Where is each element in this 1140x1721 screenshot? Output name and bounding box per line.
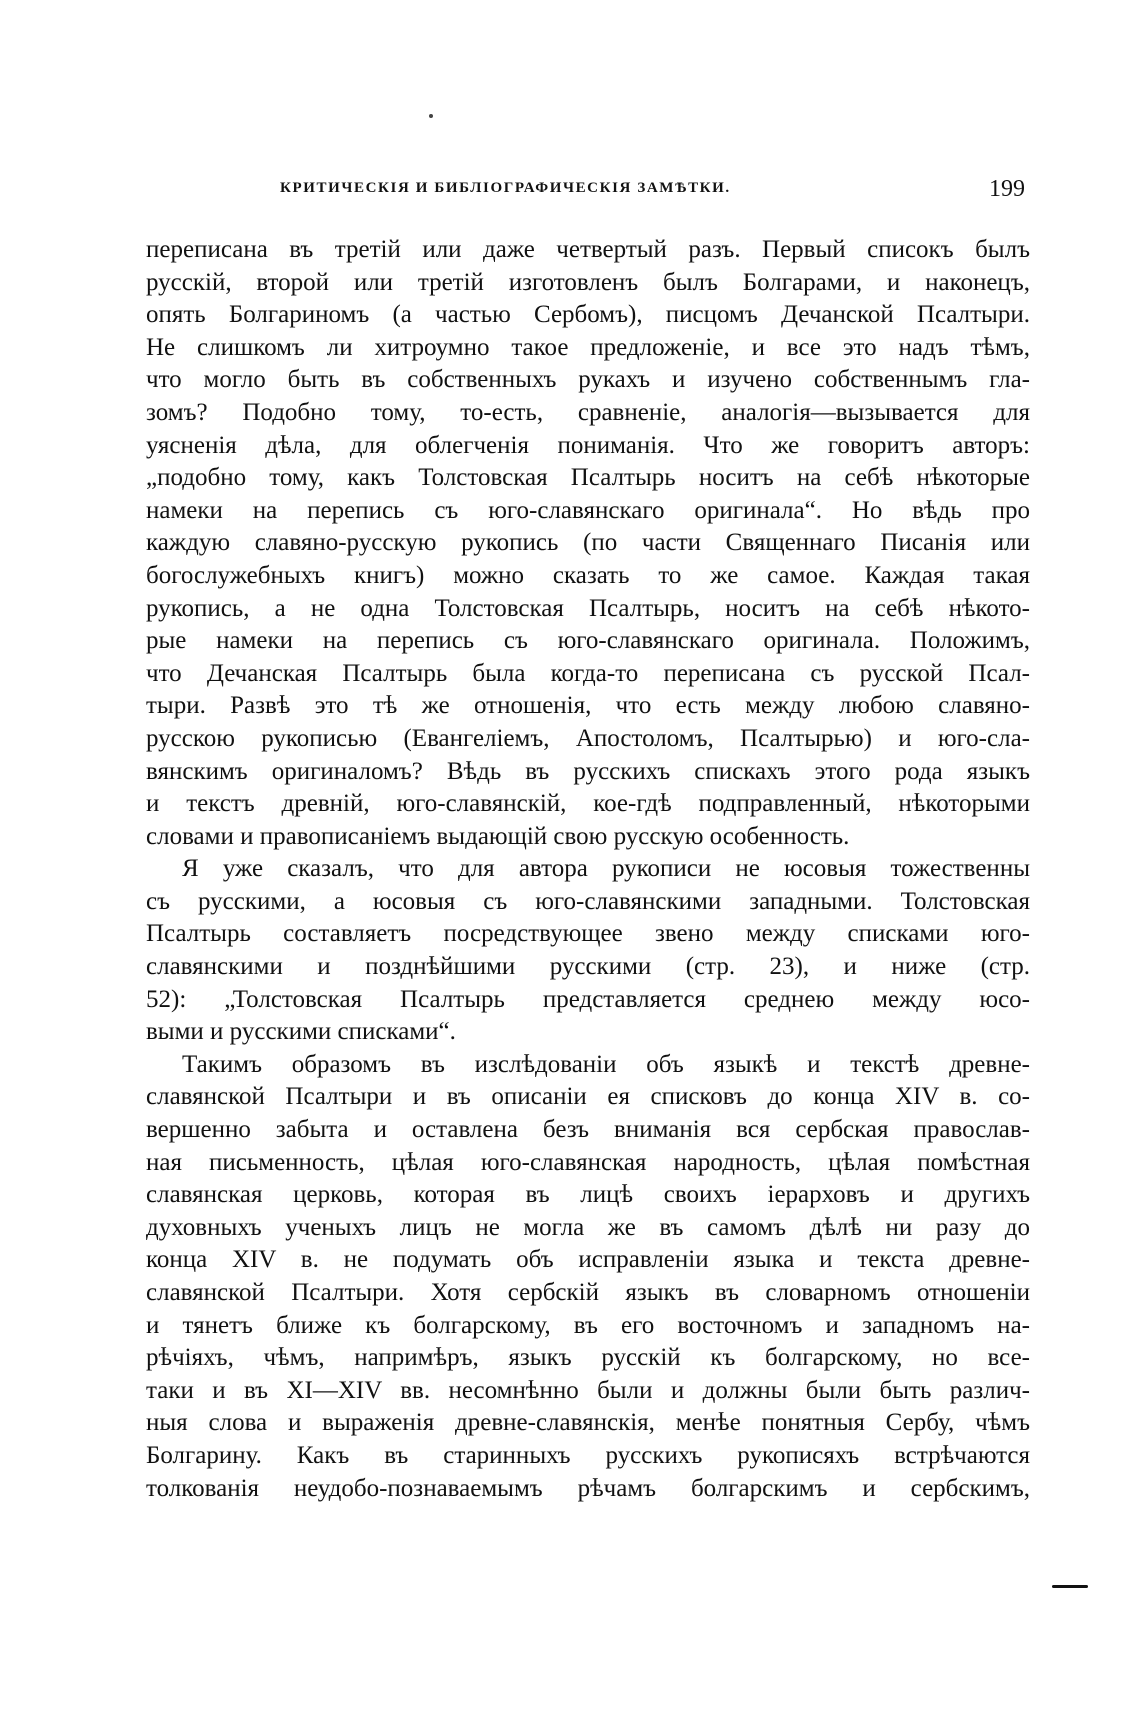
text-line: что Дечанская Псалтырь была когда-то переписана съ русской Псал- xyxy=(146,659,1030,687)
text-line: и текстъ древній, юго-славянскій, кое-гдѣ подправленный, нѣкоторыми xyxy=(146,790,1030,818)
text-line: Не слишкомъ ли хитроумно такое предложеніе, и все это надъ тѣмъ, xyxy=(146,333,1030,361)
text-line: опять Болгариномъ (а частью Сербомъ), писцомъ Дечанской Псалтыри. xyxy=(146,301,1030,329)
text-line: Болгарину. Какъ въ старинныхъ русскихъ рукописяхъ встрѣчаются xyxy=(146,1441,1030,1469)
text-line: славянской Псалтыри. Хотя сербскій языкъ въ словарномъ отношеніи xyxy=(146,1279,1030,1306)
text-line: духовныхъ ученыхъ лицъ не могла же въ самомъ дѣлѣ ни разу до xyxy=(146,1213,1030,1241)
text-line: съ русскими, а юсовыя съ юго-славянскими западными. Толстовская xyxy=(146,887,1030,915)
text-line: конца XIV в. не подумать объ исправленіи языка и текста древне- xyxy=(146,1246,1030,1274)
text-line: вершенно забыта и оставлена безъ вниманія вся сербская православ- xyxy=(146,1116,1030,1144)
text-line: ная письменность, цѣлая юго-славянская народность, цѣлая помѣстная xyxy=(146,1148,1030,1176)
text-line: рѣчіяхъ, чѣмъ, напримѣръ, языкъ русскій къ болгарскому, но все- xyxy=(146,1344,1030,1372)
page-header xyxy=(280,176,1025,206)
text-line: Псалтырь составляетъ посредствующее звено между списками юго- xyxy=(146,920,1030,948)
text-line: славянская церковь, которая въ лицѣ своихъ іерарховъ и другихъ xyxy=(146,1181,1030,1209)
text-line: выми и русскими списками“. xyxy=(146,1018,456,1046)
text-line: каждую славяно-русскую рукопись (по части Священнаго Писанія или xyxy=(146,529,1030,557)
running-head: КРИТИЧЕСКІЯ И БИБЛІОГРАФИЧЕСКІЯ ЗАМѢТКИ. xyxy=(280,180,731,196)
text-line: 52): „Толстовская Псалтырь представляется среднею между юсо- xyxy=(146,985,1030,1013)
text-line: русскою рукописью (Евангеліемъ, Апостоломъ, Псалтырью) и юго-сла- xyxy=(146,724,1030,752)
text-line: намеки на перепись съ юго-славянскаго оригинала“. Но вѣдь про xyxy=(146,496,1030,524)
text-line: славянской Псалтыри и въ описаніи ея списковъ до конца XIV в. со- xyxy=(146,1083,1030,1111)
text-line: и тянетъ ближе къ болгарскому, въ его восточномъ и западномъ на- xyxy=(146,1311,1030,1339)
text-line: что могло быть въ собственныхъ рукахъ и изучено собственнымъ гла- xyxy=(146,366,1030,394)
text-line: словами и правописаніемъ выдающій свою русскую особенность. xyxy=(146,822,850,850)
text-line: уясненія дѣла, для облегченія пониманія. Что же говоритъ авторъ: xyxy=(146,431,1030,459)
body-text xyxy=(146,234,1030,1505)
text-line: зомъ? Подобно тому, то-есть, сравненіе, аналогія—вызывается для xyxy=(146,398,1030,426)
text-line: рые намеки на перепись съ юго-славянскаго оригинала. Положимъ, xyxy=(146,627,1030,655)
text-line: рукопись, а не одна Толстовская Псалтырь, носитъ на себѣ нѣкото- xyxy=(146,594,1030,622)
page-number: 199 xyxy=(989,176,1025,202)
text-line: переписана въ третій или даже четвертый разъ. Первый списокъ былъ xyxy=(146,236,1030,263)
text-line: вянскимъ оригиналомъ? Вѣдь въ русскихъ спискахъ этого рода языкъ xyxy=(146,757,1030,785)
margin-mark xyxy=(1052,1585,1088,1588)
text-line: толкованія неудобо-познаваемымъ рѣчамъ болгарскимъ и сербскимъ, xyxy=(146,1474,1030,1502)
text-line: Такимъ образомъ въ изслѣдованіи объ языкѣ и текстѣ древне- xyxy=(182,1050,1030,1078)
text-line: ныя слова и выраженія древне-славянскія, менѣе понятныя Сербу, чѣмъ xyxy=(146,1409,1030,1437)
text-line: славянскими и позднѣйшими русскими (стр. 23), и ниже (стр. xyxy=(146,953,1030,981)
text-line: русскій, второй или третій изготовленъ былъ Болгарами, и наконецъ, xyxy=(146,268,1030,296)
text-line: богослужебныхъ книгъ) можно сказать то же самое. Каждая такая xyxy=(146,561,1030,589)
text-line: Я уже сказалъ, что для автора рукописи не юсовыя тожественны xyxy=(182,855,1030,883)
text-line: „подобно тому, какъ Толстовская Псалтырь носитъ на себѣ нѣкоторые xyxy=(146,464,1030,492)
text-line: тыри. Развѣ это тѣ же отношенія, что есть между любою славяно- xyxy=(146,692,1030,720)
speck-mark xyxy=(429,114,433,118)
text-line: таки и въ XI—XIV вв. несомнѣнно были и должны были быть различ- xyxy=(146,1376,1030,1404)
